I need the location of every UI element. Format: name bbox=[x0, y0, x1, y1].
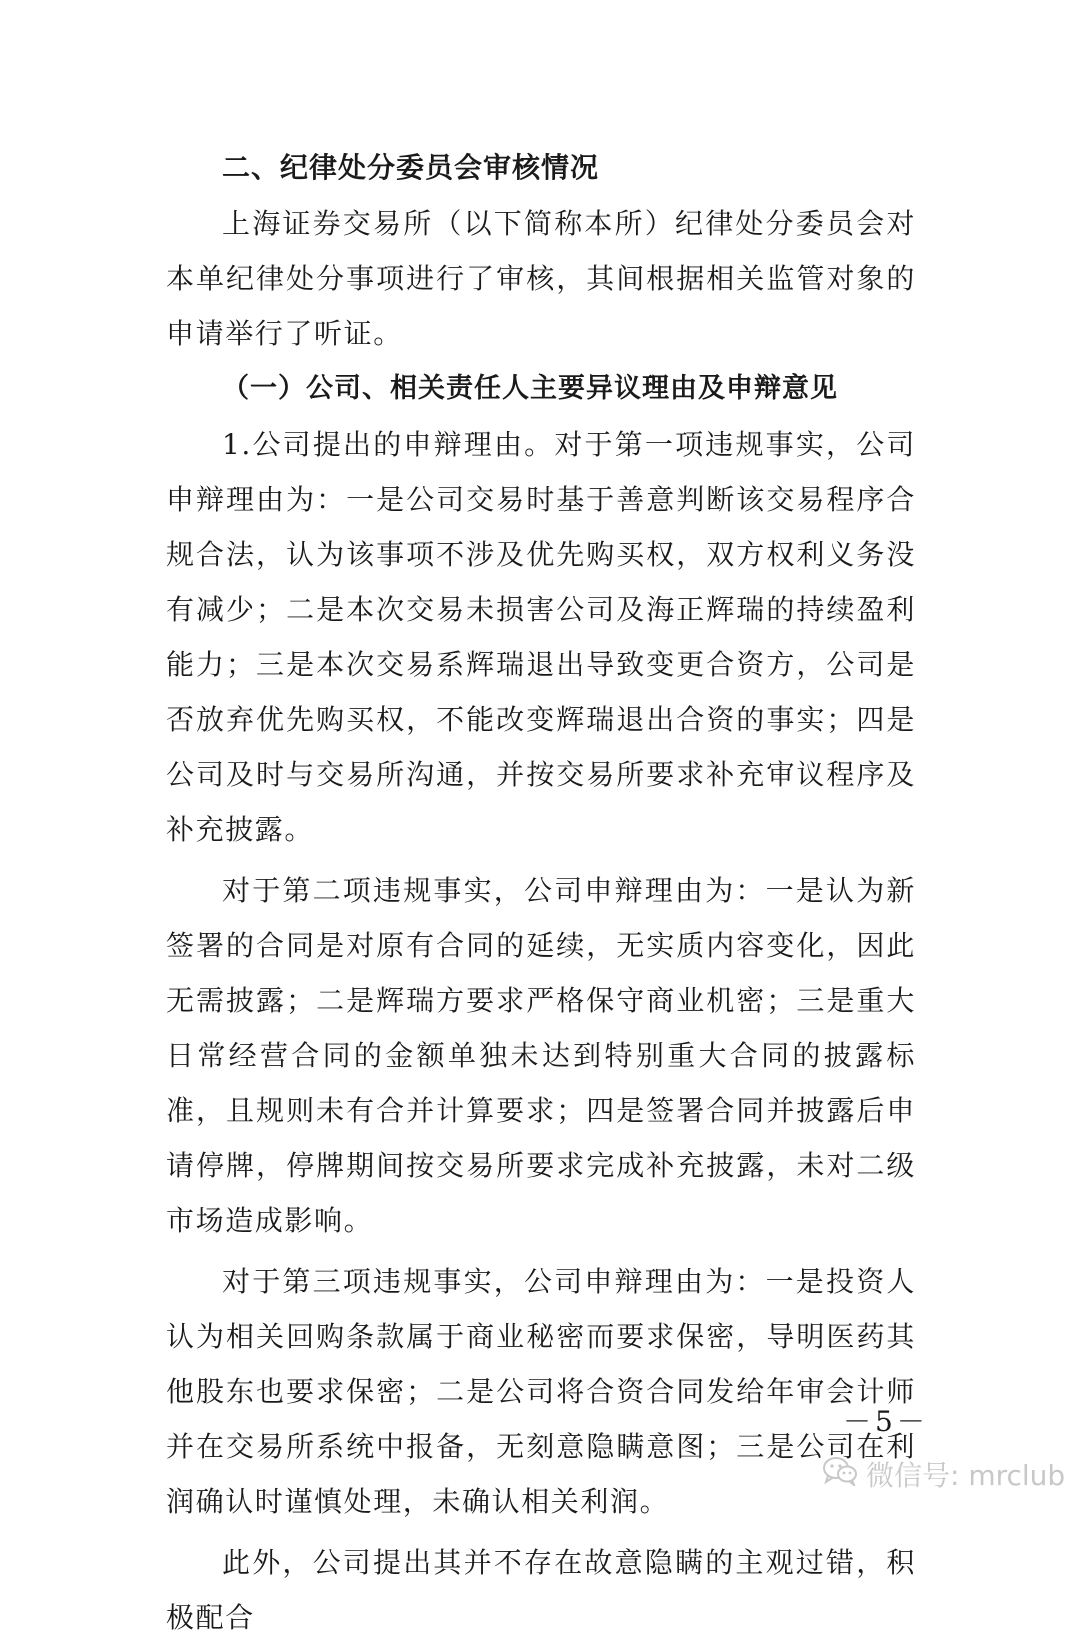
section-heading: 二、纪律处分委员会审核情况 bbox=[222, 151, 600, 184]
paragraph-additional: 此外，公司提出其并不存在故意隐瞒的主观过错，积极配合 bbox=[166, 1546, 916, 1634]
paragraph-company-defense-1: 1.公司提出的申辩理由。对于第一项违规事实，公司申辩理由为：一是公司交易时基于善意判断该交易程序合规合法，认为该事项不涉及优先购买权，双方权利义务没有减少；二是本次交易未损害公司及海正辉瑞的持续盈利能力；三是本次交易系辉瑞退出导致变更合资方，公司是否放弃优先购买权，不能改变辉瑞退出合资的事实；四是公司及时与交易所沟通，并按交易所要求补充审议程序及补充披露。 bbox=[166, 428, 916, 846]
page-number: －5－ bbox=[843, 1405, 929, 1438]
subheading: （一）公司、相关责任人主要异议理由及申辩意见 bbox=[222, 373, 838, 404]
watermark bbox=[822, 1454, 1065, 1494]
watermark-text: 微信号: mrclub bbox=[866, 1459, 1066, 1492]
wechat-icon bbox=[822, 1456, 866, 1493]
document-body bbox=[166, 140, 916, 1645]
paragraph-company-defense-2: 对于第二项违规事实，公司申辩理由为：一是认为新签署的合同是对原有合同的延续，无实质内容变化，因此无需披露；二是辉瑞方要求严格保守商业机密；三是重大日常经营合同的金额单独未达到特别重大合同的披露标准，且规则未有合并计算要求；四是签署合同并披露后申请停牌，停牌期间按交易所要求完成补充披露，未对二级市场造成影响。 bbox=[166, 874, 916, 1237]
paragraph-company-defense-3: 对于第三项违规事实，公司申辩理由为：一是投资人认为相关回购条款属于商业秘密而要求保密，导明医药其他股东也要求保密；二是公司将合资合同发给年审会计师并在交易所系统中报备，无刻意隐瞒意图；三是公司在利润确认时谨慎处理，未确认相关利润。 bbox=[166, 1265, 916, 1518]
intro-paragraph: 上海证券交易所（以下简称本所）纪律处分委员会对本单纪律处分事项进行了审核，其间根据相关监管对象的申请举行了听证。 bbox=[166, 207, 916, 350]
